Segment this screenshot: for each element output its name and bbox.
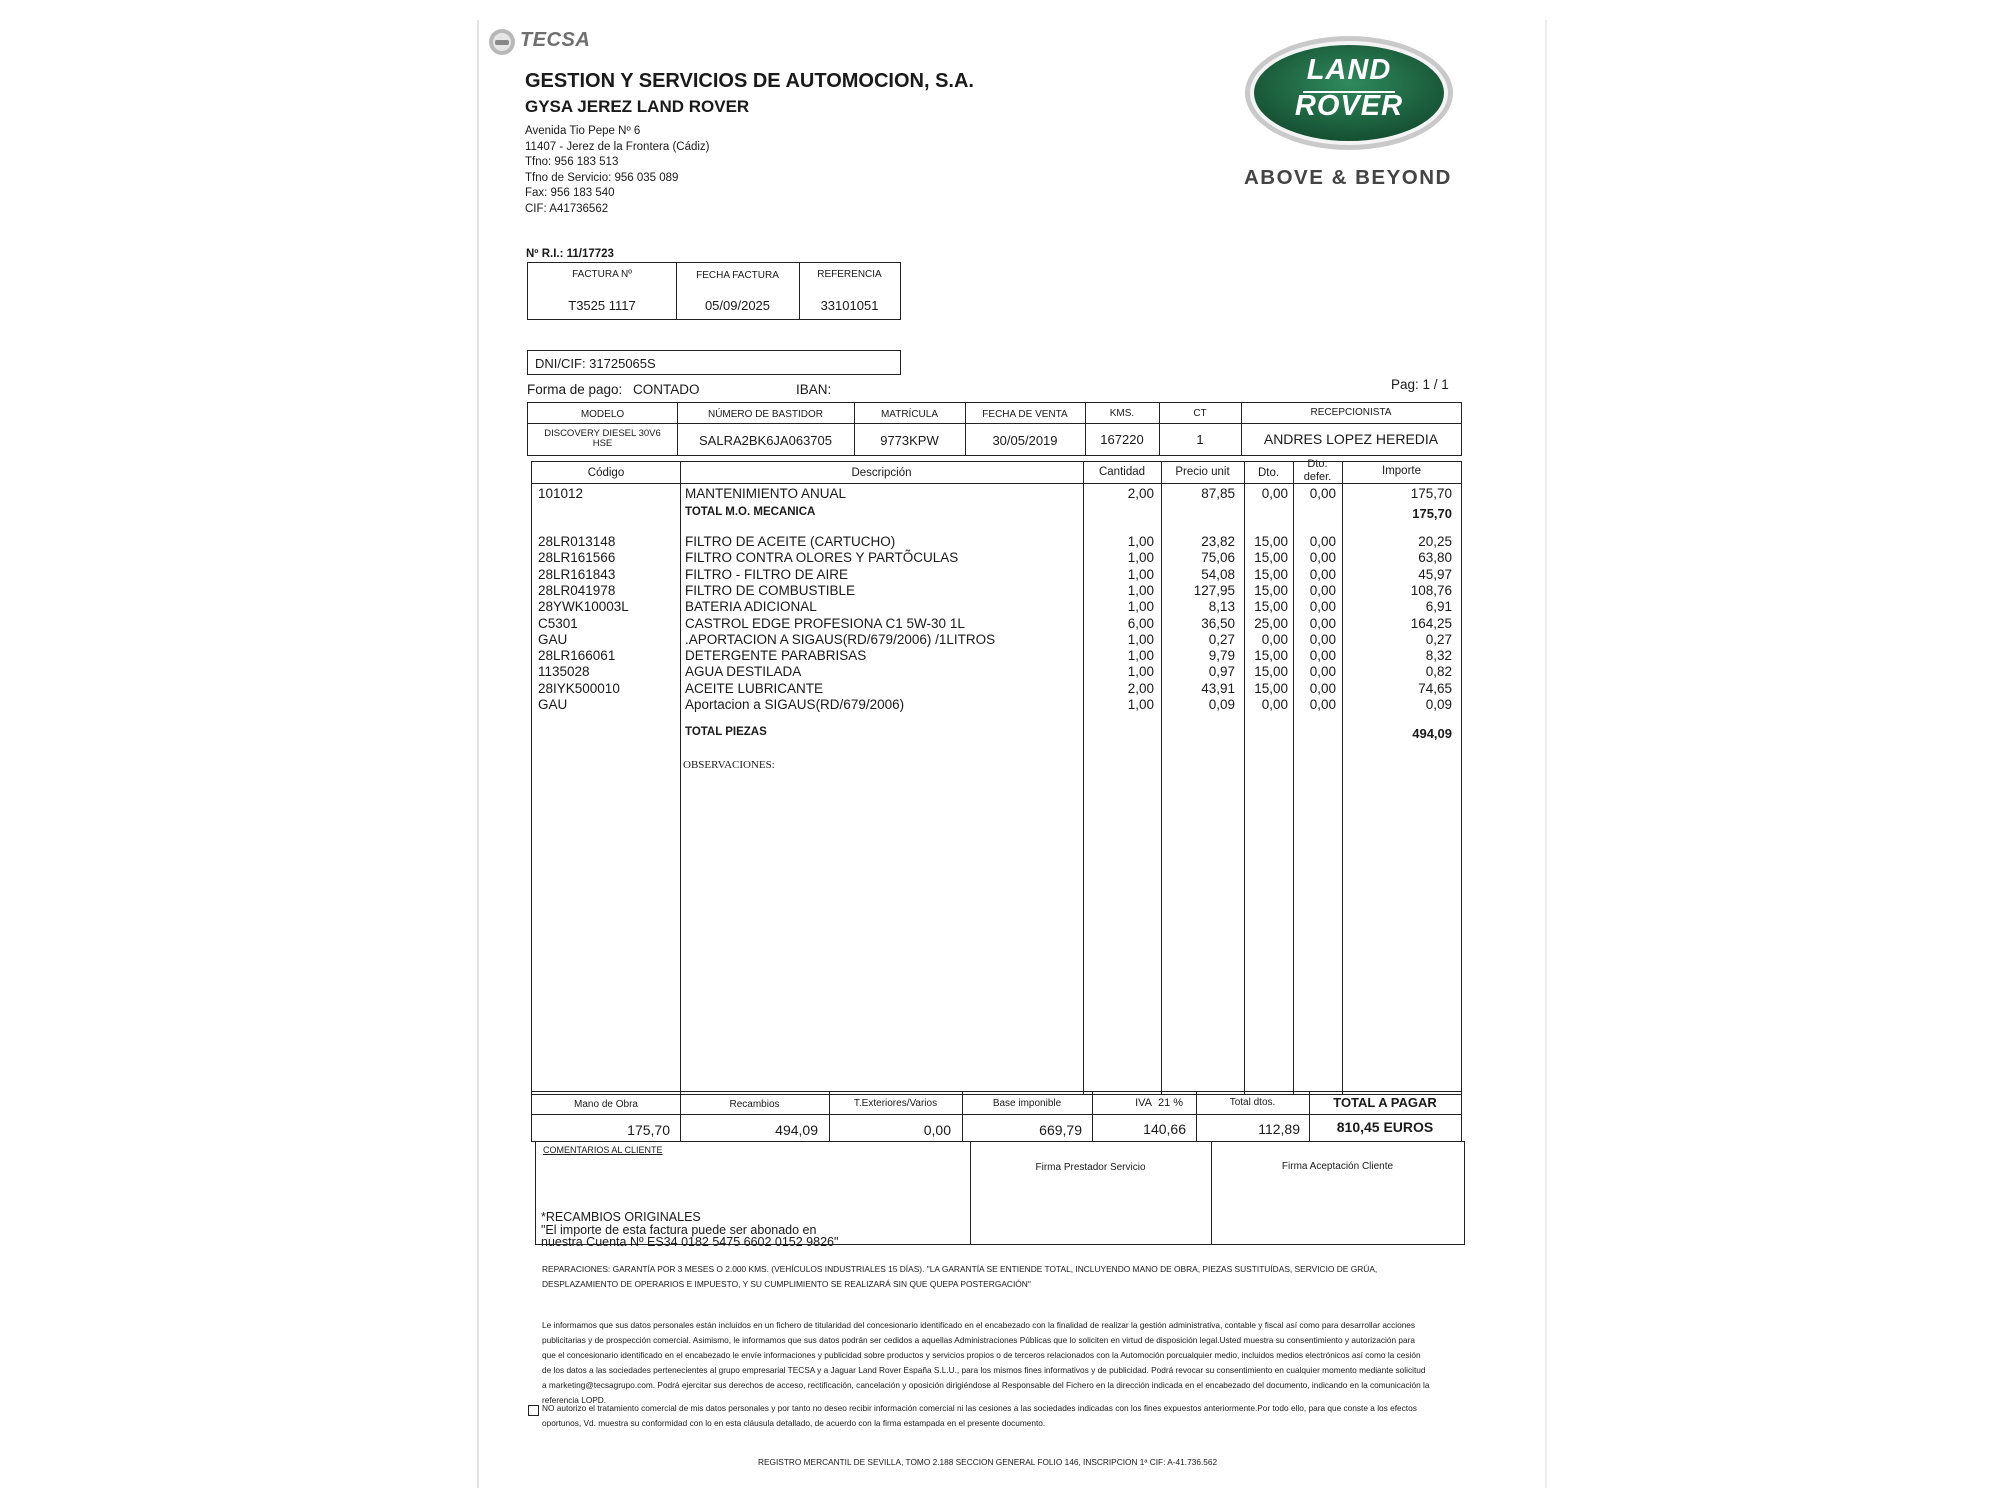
consent-line: NO autorizo el tratamiento comercial de mis datos personales y por tanto no deseo recibir información comercial ni las cesiones a las sociedades indicadas con los fines expuestos anteriormente.Por todo ello, para que conste a los efectos bbox=[542, 1403, 1417, 1413]
total-discounts: 112,89 bbox=[1258, 1121, 1300, 1137]
line-description: .APORTACION A SIGAUS(RD/679/2006) /1LITROS bbox=[685, 631, 996, 647]
warranty-text bbox=[542, 1262, 1377, 1292]
vehicle-model: DISCOVERY DIESEL 30V6 bbox=[544, 428, 661, 439]
line-description: DETERGENTE PARABRISAS bbox=[685, 648, 867, 664]
line-deferred-discount: 0,00 bbox=[1309, 582, 1336, 598]
line-discount: 15,00 bbox=[1254, 664, 1288, 680]
line-code: GAU bbox=[538, 631, 568, 647]
line-item bbox=[532, 550, 1461, 566]
tax-base-header: Base imponible bbox=[992, 1098, 1062, 1109]
totals-table bbox=[531, 1091, 1462, 1142]
line-discount: 15,00 bbox=[1254, 599, 1288, 615]
privacy-line: referencia LOPD. bbox=[542, 1395, 607, 1405]
line-quantity: 1,00 bbox=[1127, 697, 1154, 712]
company-branch: GYSA JEREZ LAND ROVER bbox=[525, 97, 750, 116]
line-quantity: 1,00 bbox=[1127, 631, 1154, 647]
quantity-header: Cantidad bbox=[1098, 466, 1146, 478]
deferred-discount-header-2: defer. bbox=[1303, 471, 1332, 483]
line-item bbox=[532, 486, 1461, 502]
external-total: 0,00 bbox=[923, 1122, 951, 1138]
line-unit-price: 23,82 bbox=[1201, 534, 1235, 549]
company-name: GESTION Y SERVICIOS DE AUTOMOCION, S.A. bbox=[525, 70, 974, 92]
consent-line: oportunos, Vd. muestra su conformidad con lo en esta cláusula detallado, de acuerdo con la firma estampada en el presente documento. bbox=[542, 1418, 1046, 1428]
line-amount: 6,91 bbox=[1425, 599, 1452, 615]
invoice-number-header: FACTURA Nº bbox=[572, 269, 632, 280]
line-description: FILTRO CONTRA OLORES Y PARTÕCULAS bbox=[685, 550, 959, 566]
line-deferred-discount: 0,00 bbox=[1309, 631, 1336, 647]
line-code: 28LR041978 bbox=[538, 582, 616, 598]
consent-checkbox[interactable] bbox=[528, 1405, 539, 1416]
line-unit-price: 87,85 bbox=[1201, 486, 1235, 501]
logo-rover: ROVER bbox=[1294, 90, 1404, 122]
line-amount: 74,65 bbox=[1418, 680, 1452, 696]
logo-tagline: ABOVE & BEYOND bbox=[1244, 166, 1452, 189]
line-code: GAU bbox=[538, 697, 568, 712]
amount-header: Importe bbox=[1382, 465, 1421, 477]
line-discount: 25,00 bbox=[1254, 615, 1288, 631]
address-line: 11407 - Jerez de la Frontera (Cádiz) bbox=[525, 140, 710, 153]
line-amount: 0,82 bbox=[1425, 664, 1452, 680]
privacy-text bbox=[542, 1318, 1430, 1408]
line-unit-price: 0,09 bbox=[1208, 697, 1235, 712]
labor-total: 175,70 bbox=[627, 1122, 670, 1138]
line-description: AGUA DESTILADA bbox=[685, 664, 802, 680]
line-code: 28YWK10003L bbox=[538, 599, 629, 615]
comments-text bbox=[541, 1211, 838, 1249]
consent-text bbox=[542, 1401, 1417, 1431]
line-deferred-discount: 0,00 bbox=[1309, 599, 1336, 615]
company-address bbox=[525, 124, 710, 217]
parts-total-value: 494,09 bbox=[1412, 726, 1452, 741]
line-deferred-discount: 0,00 bbox=[1309, 664, 1336, 680]
line-unit-price: 127,95 bbox=[1193, 582, 1235, 598]
line-amount: 8,32 bbox=[1425, 648, 1452, 664]
line-item bbox=[532, 681, 1461, 697]
comment-line: "El importe de esta factura puede ser abonado en bbox=[541, 1222, 817, 1237]
parts-total: 494,09 bbox=[775, 1122, 818, 1138]
privacy-line: publicitarias y de prospección comercial. Asimismo, le informamos que sus datos podrán ser cedidos a aquellas Administraciones Públicas que lo soliciten en virtud de disposición legal.Usted muestra su consentimiento y autorización para bbox=[542, 1335, 1416, 1345]
line-description: FILTRO DE COMBUSTIBLE bbox=[685, 582, 856, 598]
line-quantity: 1,00 bbox=[1127, 599, 1154, 615]
registry-footer: REGISTRO MERCANTIL DE SEVILLA, TOMO 2.188 SECCION GENERAL FOLIO 146, INSCRIPCION 1ª CIF: A-41.736.562 bbox=[758, 1457, 1218, 1467]
vat-amount: 140,66 bbox=[1143, 1121, 1186, 1137]
line-unit-price: 75,06 bbox=[1201, 550, 1235, 566]
vehicle-plate: 9773KPW bbox=[880, 433, 939, 448]
line-quantity: 1,00 bbox=[1127, 664, 1154, 680]
line-item bbox=[532, 648, 1461, 664]
line-unit-price: 43,91 bbox=[1201, 680, 1235, 696]
customer-dni: DNI/CIF: 31725065S bbox=[535, 356, 656, 371]
vehicle-kms: 167220 bbox=[1100, 432, 1144, 447]
vin-header: NÚMERO DE BASTIDOR bbox=[707, 409, 823, 420]
line-item bbox=[532, 567, 1461, 583]
line-description: CASTROL EDGE PROFESIONA C1 5W-30 1L bbox=[685, 615, 965, 631]
tecsa-wordmark: TECSA bbox=[520, 29, 591, 51]
line-code: C5301 bbox=[538, 615, 578, 631]
line-amount: 0,09 bbox=[1425, 697, 1452, 712]
line-items-table bbox=[531, 458, 1462, 1095]
line-quantity: 1,00 bbox=[1127, 566, 1154, 582]
labor-section bbox=[532, 486, 1461, 526]
line-code: 1135028 bbox=[538, 664, 590, 680]
line-item bbox=[532, 534, 1461, 550]
parts-header: Recambios bbox=[729, 1099, 780, 1110]
line-item bbox=[532, 599, 1461, 615]
code-header: Código bbox=[587, 467, 625, 479]
line-discount: 15,00 bbox=[1254, 550, 1288, 566]
line-amount: 63,80 bbox=[1418, 550, 1452, 566]
line-code: 28IYK500010 bbox=[538, 680, 620, 696]
warranty-line: REPARACIONES: GARANTÍA POR 3 MESES O 2.000 KMS. (VEHÍCULOS INDUSTRIALES 15 DÍAS). "LA GARANTÍA SE ENTIENDE TOTAL, INCLUYENDO MANO DE OBRA, PIEZAS SUSTITUÍDAS, SERVICIO DE GRÚA, bbox=[542, 1264, 1378, 1274]
tecsa-emblem-icon bbox=[487, 28, 517, 56]
line-discount: 15,00 bbox=[1254, 648, 1288, 664]
comments-box bbox=[535, 1141, 1465, 1250]
invoice-reference-header: REFERENCIA bbox=[817, 269, 882, 280]
invoice-date: 05/09/2025 bbox=[704, 298, 771, 313]
line-unit-price: 0,97 bbox=[1208, 664, 1235, 680]
client-signature-label: Firma Aceptación Cliente bbox=[1281, 1161, 1394, 1172]
line-discount: 15,00 bbox=[1254, 566, 1288, 582]
vat-header: IVA bbox=[1135, 1097, 1152, 1109]
parts-section bbox=[532, 534, 1461, 724]
total-to-pay: 810,45 EUROS bbox=[1336, 1119, 1434, 1135]
line-deferred-discount: 0,00 bbox=[1309, 615, 1336, 631]
tax-base: 669,79 bbox=[1039, 1122, 1082, 1138]
external-header: T.Exteriores/Varios bbox=[853, 1098, 938, 1109]
unit-price-header: Precio unit bbox=[1175, 466, 1230, 478]
line-unit-price: 54,08 bbox=[1201, 566, 1235, 582]
model-header: MODELO bbox=[580, 409, 625, 420]
land-rover-logo bbox=[1243, 34, 1455, 152]
total-to-pay-header: TOTAL A PAGAR bbox=[1333, 1095, 1437, 1110]
line-discount: 15,00 bbox=[1254, 534, 1288, 549]
comments-label: COMENTARIOS AL CLIENTE bbox=[543, 1145, 663, 1155]
line-quantity: 1,00 bbox=[1127, 550, 1154, 566]
vehicle-ct: 1 bbox=[1196, 432, 1204, 447]
line-amount: 175,70 bbox=[1410, 486, 1452, 501]
line-quantity: 2,00 bbox=[1127, 486, 1154, 501]
plate-header: MATRÍCULA bbox=[880, 409, 939, 420]
line-discount: 15,00 bbox=[1254, 680, 1288, 696]
address-line: CIF: A41736562 bbox=[525, 202, 609, 215]
ct-header: CT bbox=[1193, 408, 1207, 419]
line-quantity: 2,00 bbox=[1127, 680, 1154, 696]
labor-header: Mano de Obra bbox=[574, 1099, 638, 1110]
vehicle-table bbox=[527, 402, 1462, 456]
line-unit-price: 0,27 bbox=[1208, 631, 1235, 647]
line-deferred-discount: 0,00 bbox=[1309, 680, 1336, 696]
line-item bbox=[532, 632, 1461, 648]
line-quantity: 1,00 bbox=[1127, 534, 1154, 549]
privacy-line: de los datos a las sociedades pertenecientes al grupo empresarial TECSA y a Jaguar Land Rover España S.L.U., para los mismos fines informativos y de publicidad. Podrá revocar su consentimiento en cualquier momento mediante solicitud bbox=[542, 1365, 1426, 1375]
line-unit-price: 8,13 bbox=[1208, 599, 1235, 615]
vehicle-receptionist: ANDRES LOPEZ HEREDIA bbox=[1263, 431, 1439, 447]
address-line: Tfno de Servicio: 956 035 089 bbox=[525, 171, 679, 184]
vat-rate: 21 % bbox=[1158, 1097, 1184, 1109]
vehicle-model-trim: HSE bbox=[592, 438, 613, 449]
line-description: Aportacion a SIGAUS(RD/679/2006) bbox=[685, 697, 905, 712]
line-discount: 0,00 bbox=[1261, 697, 1288, 712]
kms-header: KMS. bbox=[1109, 408, 1135, 419]
privacy-line: a marketing@tecsagrupo.com. Podrá ejercitar sus derechos de acceso, rectificación, cancelación y oposición dirigiéndose al Responsable del Fichero en la dirección indicada en el encabezado del documento, indicando en la comunicación la bbox=[542, 1380, 1430, 1390]
labor-total-label: TOTAL M.O. MECANICA bbox=[685, 506, 816, 518]
invoice-date-header: FECHA FACTURA bbox=[696, 270, 779, 281]
invoice-reference: 33101051 bbox=[820, 298, 879, 313]
line-item bbox=[532, 697, 1461, 713]
address-line: Tfno: 956 183 513 bbox=[525, 156, 619, 168]
provider-signature-label: Firma Prestador Servicio bbox=[1035, 1162, 1146, 1173]
observations-label: OBSERVACIONES: bbox=[683, 759, 775, 771]
line-item bbox=[532, 583, 1461, 599]
line-amount: 0,27 bbox=[1425, 631, 1452, 647]
warranty-line: DESPLAZAMIENTO DE OPERARIOS E IMPUESTO, Y SU CUMPLIMIENTO SE REALIZARÁ SIN QUE QUEPA POSTERGACIÓN" bbox=[542, 1279, 1031, 1289]
comment-line: nuestra Cuenta Nº ES34 0182 5475 6602 0152 9826" bbox=[541, 1235, 839, 1250]
line-amount: 164,25 bbox=[1410, 615, 1452, 631]
invoice-number: T3525 1117 bbox=[568, 298, 636, 313]
line-amount: 108,76 bbox=[1410, 582, 1452, 598]
payment-value: CONTADO bbox=[633, 382, 700, 397]
vehicle-vin: SALRA2BK6JA063705 bbox=[699, 433, 832, 448]
sale-date-header: FECHA DE VENTA bbox=[982, 409, 1068, 420]
privacy-line: Le informamos que sus datos personales están incluidos en un fichero de titularidad del concesionario identificado en el encabezado con la finalidad de realizar la gestión administrativa, contable y fiscal así como para desarrollar acciones bbox=[542, 1320, 1416, 1330]
line-item bbox=[532, 616, 1461, 632]
line-amount: 45,97 bbox=[1418, 566, 1452, 582]
line-quantity: 1,00 bbox=[1127, 648, 1154, 664]
total-discounts-header: Total dtos. bbox=[1229, 1097, 1276, 1108]
line-description: FILTRO - FILTRO DE AIRE bbox=[685, 566, 849, 582]
address-line: Avenida Tio Pepe Nº 6 bbox=[525, 125, 641, 137]
labor-total-row bbox=[532, 506, 1461, 522]
iban-label: IBAN: bbox=[796, 382, 832, 397]
address-line: Fax: 956 183 540 bbox=[525, 187, 615, 199]
line-code: 28LR161843 bbox=[538, 566, 616, 582]
line-description: FILTRO DE ACEITE (CARTUCHO) bbox=[685, 534, 896, 549]
line-discount: 0,00 bbox=[1261, 631, 1288, 647]
line-quantity: 1,00 bbox=[1127, 582, 1154, 598]
line-deferred-discount: 0,00 bbox=[1309, 534, 1336, 549]
line-deferred-discount: 0,00 bbox=[1309, 550, 1336, 566]
line-code: 28LR013148 bbox=[538, 534, 616, 549]
payment-label: Forma de pago: bbox=[527, 382, 623, 397]
invoice-info-box bbox=[527, 262, 901, 320]
line-description: BATERIA ADICIONAL bbox=[685, 599, 817, 615]
line-discount: 0,00 bbox=[1261, 486, 1288, 501]
line-unit-price: 36,50 bbox=[1201, 615, 1235, 631]
registry-number: Nº R.I.: 11/17723 bbox=[526, 248, 614, 260]
comment-line: *RECAMBIOS ORIGINALES bbox=[541, 1210, 701, 1224]
line-quantity: 6,00 bbox=[1127, 615, 1154, 631]
line-description: ACEITE LUBRICANTE bbox=[685, 680, 824, 696]
line-deferred-discount: 0,00 bbox=[1309, 486, 1336, 501]
line-description: MANTENIMIENTO ANUAL bbox=[685, 486, 847, 501]
line-unit-price: 9,79 bbox=[1208, 648, 1235, 664]
line-deferred-discount: 0,00 bbox=[1309, 566, 1336, 582]
line-item bbox=[532, 664, 1461, 680]
parts-total-row bbox=[532, 726, 1461, 742]
customer-id-box bbox=[527, 350, 901, 375]
page-number: Pag: 1 / 1 bbox=[1391, 377, 1449, 392]
line-code: 101012 bbox=[538, 486, 584, 501]
line-amount: 20,25 bbox=[1418, 534, 1452, 549]
line-deferred-discount: 0,00 bbox=[1309, 697, 1336, 712]
line-code: 28LR161566 bbox=[538, 550, 616, 566]
deferred-discount-header: Dto. bbox=[1307, 458, 1328, 470]
receptionist-header: RECEPCIONISTA bbox=[1310, 407, 1392, 418]
logo-land: LAND bbox=[1306, 54, 1392, 86]
line-code: 28LR166061 bbox=[538, 648, 616, 664]
parts-total-label: TOTAL PIEZAS bbox=[685, 726, 767, 738]
discount-header: Dto. bbox=[1257, 467, 1280, 479]
line-discount: 15,00 bbox=[1254, 582, 1288, 598]
vehicle-sale-date: 30/05/2019 bbox=[992, 433, 1058, 448]
privacy-line: que el concesionario identificado en el encabezado le envíe informaciones y publicidad sobre productos y servicios propios o de terceros relacionados con la Automoción porcualquier medio, incluidos medios electrónicos así como la cesión bbox=[542, 1350, 1421, 1360]
labor-total-value: 175,70 bbox=[1412, 506, 1452, 521]
description-header: Descripción bbox=[851, 467, 912, 479]
line-deferred-discount: 0,00 bbox=[1309, 648, 1336, 664]
